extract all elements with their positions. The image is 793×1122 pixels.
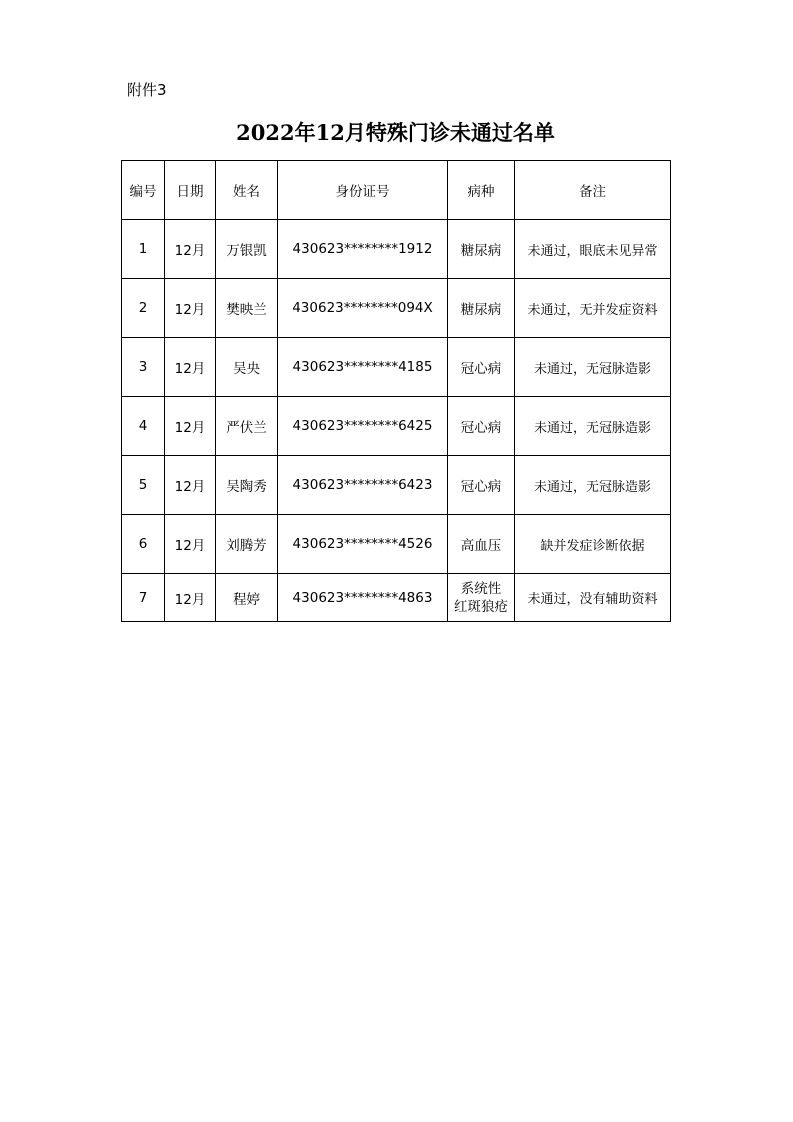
cell-disease: 糖尿病	[448, 279, 515, 338]
table-row	[122, 338, 671, 397]
table-header-row	[122, 161, 671, 220]
cell-disease-line2: 红斑狼疮	[454, 598, 508, 615]
header-disease: 病种	[448, 161, 515, 220]
header-id: 身份证号	[278, 161, 448, 220]
header-number: 编号	[122, 161, 165, 220]
cell-name: 刘腾芳	[216, 515, 278, 574]
cell-name: 万银凯	[216, 220, 278, 279]
cell-id: 430623********094X	[278, 279, 448, 338]
cell-remark: 未通过，无冠脉造影	[515, 397, 671, 456]
cell-remark: 未通过，无冠脉造影	[515, 456, 671, 515]
cell-number: 4	[122, 397, 165, 456]
cell-id: 430623********4863	[278, 574, 448, 622]
rejection-list-table	[121, 160, 671, 622]
cell-disease-line1: 系统性	[460, 580, 502, 597]
table-row	[122, 397, 671, 456]
cell-number: 7	[122, 574, 165, 622]
cell-remark: 未通过，没有辅助资料	[515, 574, 671, 622]
document-title: 2022年12月特殊门诊未通过名单	[236, 120, 555, 145]
cell-remark: 未通过，无并发症资料	[515, 279, 671, 338]
cell-disease: 高血压	[448, 515, 515, 574]
cell-date: 12月	[165, 397, 216, 456]
table-row	[122, 279, 671, 338]
table-row	[122, 456, 671, 515]
cell-id: 430623********1912	[278, 220, 448, 279]
cell-name: 程婷	[216, 574, 278, 622]
cell-remark: 未通过，无冠脉造影	[515, 338, 671, 397]
cell-date: 12月	[165, 220, 216, 279]
table-row	[122, 574, 671, 622]
header-remark: 备注	[515, 161, 671, 220]
cell-disease	[448, 574, 515, 622]
cell-disease: 冠心病	[448, 338, 515, 397]
cell-date: 12月	[165, 338, 216, 397]
cell-date: 12月	[165, 456, 216, 515]
cell-name: 吴央	[216, 338, 278, 397]
cell-name: 严伏兰	[216, 397, 278, 456]
header-date: 日期	[165, 161, 216, 220]
cell-number: 3	[122, 338, 165, 397]
cell-disease: 冠心病	[448, 456, 515, 515]
header-name: 姓名	[216, 161, 278, 220]
cell-number: 6	[122, 515, 165, 574]
cell-name: 吴陶秀	[216, 456, 278, 515]
cell-number: 5	[122, 456, 165, 515]
cell-disease: 糖尿病	[448, 220, 515, 279]
cell-id: 430623********4185	[278, 338, 448, 397]
cell-id: 430623********6425	[278, 397, 448, 456]
cell-date: 12月	[165, 515, 216, 574]
cell-date: 12月	[165, 574, 216, 622]
cell-remark: 缺并发症诊断依据	[515, 515, 671, 574]
cell-number: 2	[122, 279, 165, 338]
cell-number: 1	[122, 220, 165, 279]
cell-name: 樊映兰	[216, 279, 278, 338]
table-row	[122, 515, 671, 574]
table-row	[122, 220, 671, 279]
attachment-label: 附件3	[127, 81, 167, 99]
cell-id: 430623********6423	[278, 456, 448, 515]
cell-disease: 冠心病	[448, 397, 515, 456]
cell-remark: 未通过，眼底未见异常	[515, 220, 671, 279]
cell-id: 430623********4526	[278, 515, 448, 574]
cell-date: 12月	[165, 279, 216, 338]
